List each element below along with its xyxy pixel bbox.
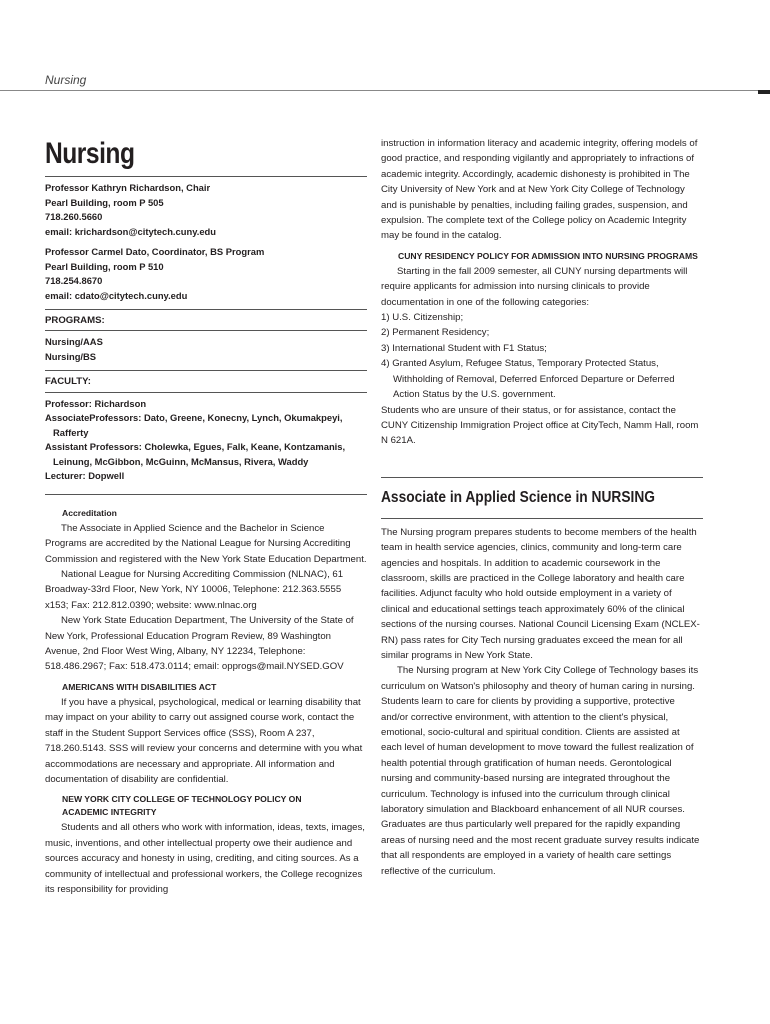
right-column [381, 136, 703, 879]
program-item: Nursing/BS [45, 350, 97, 362]
chair-phone: 718.260.5660 [45, 211, 103, 222]
coordinator-name: Professor Carmel Dato, Coordinator, BS Program [45, 246, 265, 257]
divider [45, 309, 367, 310]
header-rule [0, 90, 770, 91]
left-column [45, 136, 367, 897]
faculty-item: Professor: Richardson [45, 397, 147, 409]
divider [45, 370, 367, 371]
page-title: Nursing [45, 137, 135, 170]
divider [45, 392, 367, 393]
divider [45, 330, 367, 331]
chair-office: Pearl Building, room P 505 [45, 196, 164, 208]
chair-name: Professor Kathryn Richardson, Chair [45, 182, 211, 193]
chair-contact [45, 181, 367, 239]
accreditation-heading: Accreditation [62, 507, 117, 518]
integrity-paragraph-continued: instruction in information literacy and academic integrity, offering models of good practice, and responding vigilantly and appropriately to infractions of academic integrity. Accordingly, academic dishonesty is prohibited in The City University of New York and at New York City College of Technology and is punishable by penalties, including failing grades, suspension, and expulsion. The complete text of the College policy on Academic Integrity may be found in the catalog. [381, 138, 698, 242]
coordinator-email[interactable]: email: cdato@citytech.cuny.edu [45, 289, 188, 301]
divider [381, 477, 703, 478]
programs-label: PROGRAMS: [45, 315, 105, 326]
integrity-paragraph: Students and all others who work with information, ideas, texts, images, music, inventions, and other intellectual property owe their audience and sources accuracy and honesty in using, crediting, and citing sources. As a community of intellectual and professional workers, the College recognizes its responsibility for providing [45, 822, 365, 895]
residency-item: 1) U.S. Citizenship; [381, 312, 464, 324]
accreditation-paragraph: National League for Nursing Accrediting Commission (NLNAC), 61 Broadway-33rd Floor, New York, NY 10006, Telephone: 212.363.5555 x153; Fax: 212.812.0390; website: www.nlnac.org [45, 569, 344, 611]
divider [45, 176, 367, 177]
faculty-item: Lecturer: Dopwell [45, 470, 125, 482]
aas-paragraph: The Nursing program at New York City College of Technology bases its curriculum on Watson's philosophy and theory of human caring in nursing. Students learn to care for clients by providing a supportive, protective and/or corrective environment, with attention to the client's physical, emotional, socio-cultural and spiritual condition. Clients are assisted at each level of human development to move toward the fullest realization of health potential through gratification of human needs. Gerontological nursing and community-based nursing are integrated throughout the curriculum. Technology is infused into the curriculum through clinical laboratory simulation and Blackboard enhancement of all NUR courses. Graduates are thus particularly well prepared for the rapidly expanding areas of nursing need and the most recent graduate survey results indicate that all respondents are employed in a variety of health care settings reflective of the curriculum. [381, 665, 700, 877]
aas-paragraph: The Nursing program prepares students to become members of the health team in health service agencies, clinics, community and long-term care agencies and hospitals. In addition to academic coursework in the classroom, skills are practiced in the College laboratory and health care facilities. Adjunct faculty who hold outside employment in a variety of clinical and educational settings teach approximately 60% of the clinical sections of the nursing courses. National Council Licensing Exam (NCLEX-RN) pass rates for City Tech nursing graduates exceed the mean for all similar programs in New York State. [381, 526, 700, 661]
faculty-list [45, 397, 367, 484]
aas-heading: Associate in Applied Science in NURSING [381, 488, 655, 506]
faculty-item: AssociateProfessors: Dato, Greene, Konecny, Lynch, Okumakpeyi, Rafferty [45, 412, 343, 438]
accreditation-paragraph: New York State Education Department, The University of the State of New York, Professional Education Program Review, 89 Washington Avenue, 2nd Floor West Wing, Albany, NY 12234, Telephone: 518.486.2967; Fax: 518.473.0114; email: opprogs@mail.NYSED.GOV [45, 615, 354, 673]
coordinator-phone: 718.254.8670 [45, 275, 103, 286]
running-head: Nursing [45, 73, 87, 87]
residency-heading: CUNY RESIDENCY POLICY FOR ADMISSION INTO NURSING PROGRAMS [398, 250, 698, 261]
edge-tab [758, 90, 770, 94]
coordinator-contact [45, 245, 367, 303]
chair-email[interactable]: email: krichardson@citytech.cuny.edu [45, 225, 216, 237]
accreditation-paragraph: The Associate in Applied Science and the Bachelor in Science Programs are accredited by the National League for Nursing Accrediting Commission and registered with the New York State Education Department. [45, 522, 367, 565]
residency-outro: Students who are unsure of their status, or for assistance, contact the CUNY Citizenship Immigration Project office at CityTech, Namm Hall, room N 621A. [381, 404, 699, 447]
divider [381, 518, 703, 519]
residency-intro: Starting in the fall 2009 semester, all CUNY nursing departments will require applicants for admission into nursing clinicals to provide documentation in one of the following categories: [381, 265, 688, 308]
ada-heading: AMERICANS WITH DISABILITIES ACT [62, 681, 217, 692]
residency-item: 3) International Student with F1 Status; [381, 342, 547, 354]
faculty-label: FACULTY: [45, 376, 92, 388]
ada-paragraph: If you have a physical, psychological, medical or learning disability that may impact on your ability to carry out assigned course work, contact the staff in the Student Support Services office (SSS), Room A 237, 718.260.5143. SSS will review your concerns and determine with you what accommodations are necessary and appropriate. All information and documentation of disability are confidential. [45, 696, 363, 785]
integrity-heading: NEW YORK CITY COLLEGE OF TECHNOLOGY POLICY ON ACADEMIC INTEGRITY [62, 794, 302, 818]
residency-item: 2) Permanent Residency; [381, 327, 490, 339]
residency-item: 4) Granted Asylum, Refugee Status, Temporary Protected Status, Withholding of Removal, Deferred Enforced Departure or Deferred Action Status by the U.S. government. [381, 358, 675, 401]
faculty-item: Assistant Professors: Cholewka, Egues, Falk, Keane, Kontzamanis, Leinung, McGibbon, McGuinn, McMansus, Rivera, Waddy [45, 441, 346, 467]
programs-list [45, 335, 367, 364]
coordinator-office: Pearl Building, room P 510 [45, 260, 164, 272]
program-item: Nursing/AAS [45, 336, 103, 348]
